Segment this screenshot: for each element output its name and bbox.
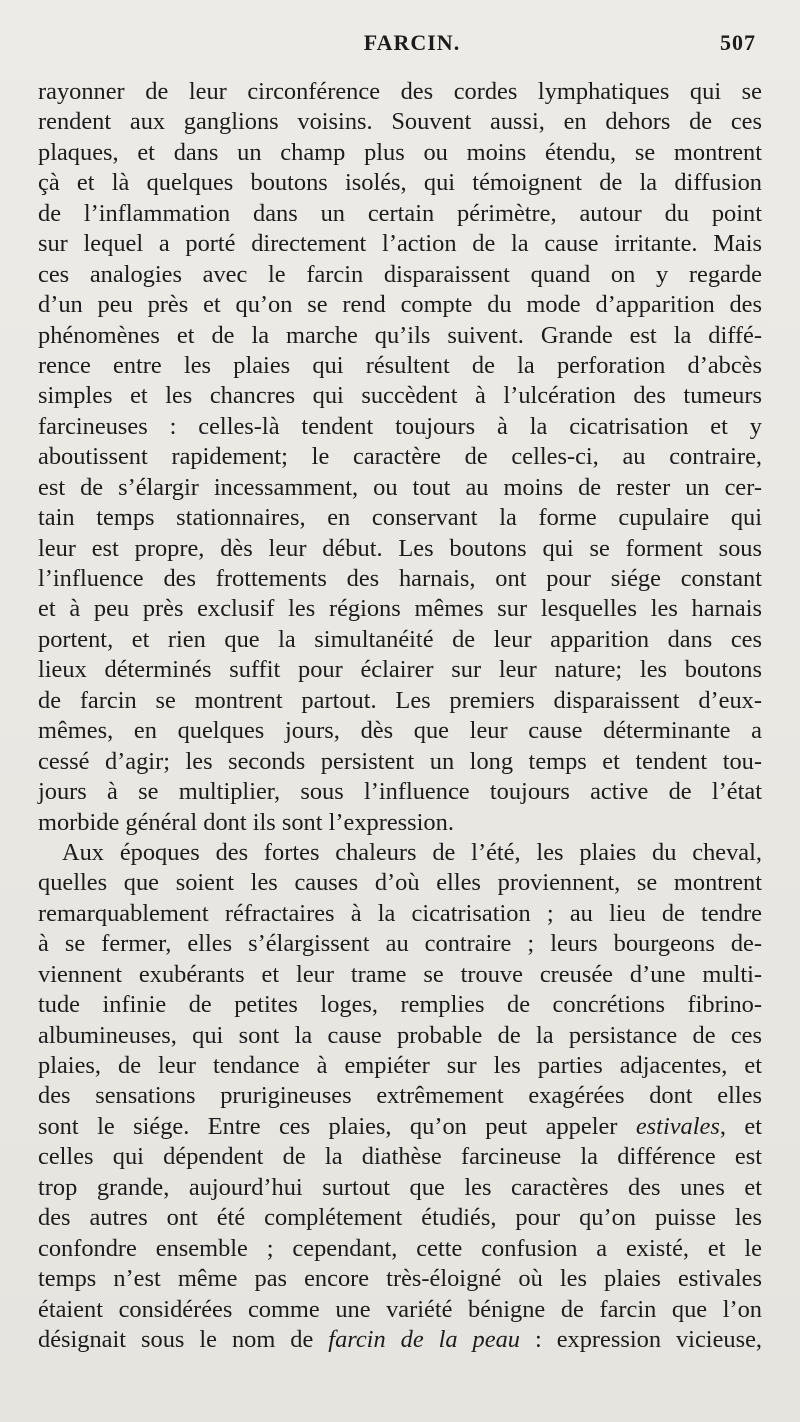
italic-term: farcin de la peau xyxy=(328,1325,520,1353)
text-line: plaques, et dans un champ plus ou moins étendu, se montrent xyxy=(38,138,762,166)
text-line: plaies, de leur tendance à empiéter sur les parties adjacentes, et xyxy=(38,1052,762,1079)
text-line: d’un peu près et qu’on se rend compte du mode d’apparition des xyxy=(38,291,762,319)
text-line: étaient considérées comme une variété bénigne de farcin que l’on xyxy=(38,1295,762,1323)
text-line: rendent aux ganglions voisins. Souvent aussi, en dehors de ces xyxy=(38,108,762,136)
body-text xyxy=(38,77,762,1355)
text-line-with-italic xyxy=(38,1325,762,1355)
text-line: temps n’est même pas encore très-éloigné où les plaies estivales xyxy=(38,1265,762,1293)
page-number: 507 xyxy=(720,30,756,55)
text-line: à se fermer, elles s’élargissent au contraire ; leurs bourgeons de- xyxy=(38,930,762,958)
text-line: mêmes, en quelques jours, dès que leur cause déterminante a xyxy=(38,717,762,745)
text-line: des sensations prurigineuses extrêmement exagérées dont elles xyxy=(38,1082,762,1110)
text-line: ces analogies avec le farcin disparaissent quand on y regarde xyxy=(38,260,762,288)
running-title: FARCIN. xyxy=(363,30,461,55)
text-line: rence entre les plaies qui résultent de la perforation d’abcès xyxy=(38,351,762,379)
paragraph-start-line: Aux époques des fortes chaleurs de l’été, les plaies du cheval, xyxy=(62,838,762,866)
text-line: tude infinie de petites loges, remplies de concrétions fibrino- xyxy=(38,991,762,1019)
text-line: cessé d’agir; les seconds persistent un long temps et tendent tou- xyxy=(38,747,762,775)
text-line: quelles que soient les causes d’où elles proviennent, se montrent xyxy=(38,869,762,897)
running-header xyxy=(38,30,756,64)
text-line: lieux déterminés suffit pour éclairer sur leur nature; les boutons xyxy=(38,656,762,684)
text-line: albumineuses, qui sont la cause probable de la persistance de ces xyxy=(38,1021,762,1049)
text-line: jours à se multiplier, sous l’influence toujours active de l’état xyxy=(38,778,762,806)
text-line: et à peu près exclusif les régions mêmes sur lesquelles les harnais xyxy=(38,595,762,623)
text-line: l’influence des frottements des harnais, ont pour siége constant xyxy=(38,565,762,592)
paragraph-end-line: morbide général dont ils sont l’expression. xyxy=(38,808,454,836)
text-line: rayonner de leur circonférence des cordes lymphatiques qui se xyxy=(38,78,762,105)
line-segment: désignait sous le nom de xyxy=(38,1325,314,1353)
text-line: de farcin se montrent partout. Les premiers disparaissent d’eux- xyxy=(38,686,762,714)
text-line: est de s’élargir incessamment, ou tout au moins de rester un cer- xyxy=(38,473,762,501)
text-line: remarquablement réfractaires à la cicatrisation ; au lieu de tendre xyxy=(38,899,762,927)
text-line: tain temps stationnaires, en conservant la forme cupulaire qui xyxy=(38,504,762,532)
text-line: çà et là quelques boutons isolés, qui témoignent de la diffusion xyxy=(38,169,762,197)
line-segment: , et xyxy=(719,1112,762,1140)
text-line: leur est propre, dès leur début. Les boutons qui se forment sous xyxy=(38,534,762,562)
line-segment: sont le siége. Entre ces plaies, qu’on peut appeler xyxy=(38,1112,618,1140)
text-line-with-italic xyxy=(38,1112,762,1142)
text-line: trop grande, aujourd’hui surtout que les caractères des unes et xyxy=(38,1173,762,1201)
text-line: phénomènes et de la marche qu’ils suivent. Grande est la diffé- xyxy=(38,321,762,349)
text-line: de l’inflammation dans un certain périmètre, autour du point xyxy=(38,199,762,227)
text-line: simples et les chancres qui succèdent à l’ulcération des tumeurs xyxy=(38,382,762,410)
text-line: farcineuses : celles-là tendent toujours à la cicatrisation et y xyxy=(38,412,762,440)
text-line: confondre ensemble ; cependant, cette confusion a existé, et le xyxy=(38,1234,762,1262)
text-line: celles qui dépendent de la diathèse farcineuse la différence est xyxy=(38,1143,762,1171)
text-line: sur lequel a porté directement l’action de la cause irritante. Mais xyxy=(38,230,762,258)
text-line: viennent exubérants et leur trame se trouve creusée d’une multi- xyxy=(38,960,762,988)
italic-term: estivales xyxy=(635,1112,720,1140)
text-line: des autres ont été complétement étudiés, pour qu’on puisse les xyxy=(38,1204,762,1232)
text-line: portent, et rien que la simultanéité de leur apparition dans ces xyxy=(38,625,762,653)
line-segment: : expression vicieuse, xyxy=(519,1325,763,1353)
text-line: aboutissent rapidement; le caractère de celles-ci, au contraire, xyxy=(38,443,762,471)
